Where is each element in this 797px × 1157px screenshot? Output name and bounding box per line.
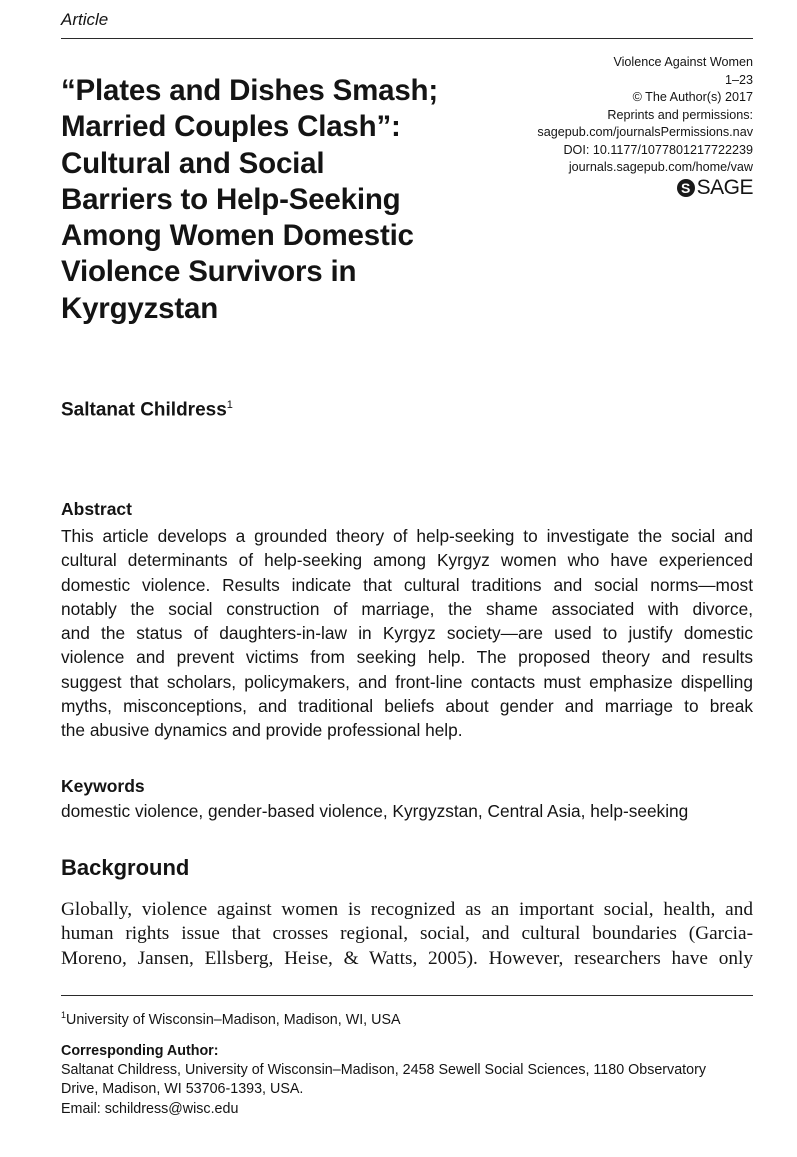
sage-mark: S (677, 179, 695, 197)
corresponding-author-details (61, 1061, 706, 1119)
abstract-line: and the status of daughters-in-law in Kyrgyz society—are used to justify domestic (61, 623, 753, 644)
author-line (61, 399, 233, 421)
sage-wordmark: SAGE (696, 176, 753, 199)
abstract-line: the abusive dynamics and provide professional help. (61, 720, 463, 741)
journal-metadata (493, 54, 753, 177)
header-rule (61, 38, 753, 39)
abstract-line: notably the social construction of marriage, the shame associated with divorce, (61, 598, 753, 619)
keywords-heading: Keywords (61, 776, 145, 796)
abstract-line: myths, misconceptions, and traditional beliefs about gender and marriage to break (61, 696, 753, 717)
abstract-line: suggest that scholars, policymakers, and front-line contacts must emphasize dispelling (61, 671, 753, 692)
title-line: Among Women Domestic (61, 219, 414, 253)
abstract-text (61, 524, 753, 743)
keywords-text: domestic violence, gender-based violence, Kyrgyzstan, Central Asia, help-seeking (61, 801, 689, 821)
title-line: Cultural and Social (61, 146, 325, 180)
title-line: Kyrgyzstan (61, 291, 219, 325)
abstract-heading: Abstract (61, 499, 132, 519)
footnote-mark: 1 (61, 1010, 67, 1020)
title-line: Barriers to Help-Seeking (61, 182, 401, 216)
abstract-line: violence and prevent victims from seeking help. The proposed theory and results (61, 647, 753, 668)
title-line: Married Couples Clash”: (61, 110, 401, 144)
page-range: 1–23 (724, 72, 753, 87)
background-heading: Background (61, 855, 190, 880)
corresponding-line: Saltanat Childress, University of Wisconsin–Madison, 2458 Sewell Social Sciences, 1180 Observatory (61, 1062, 706, 1078)
title-line: “Plates and Dishes Smash; (61, 74, 439, 107)
background-line: Moreno, Jansen, Ellsberg, Heise, & Watts, 2005). However, researchers have only (61, 947, 753, 969)
corresponding-author-heading: Corresponding Author: (61, 1043, 219, 1059)
abstract-line: This article develops a grounded theory of help-seeking to investigate the social and (61, 526, 753, 546)
abstract-line: cultural determinants of help-seeking among Kyrgyz women who have experienced (61, 550, 753, 571)
background-line: human rights issue that crosses regional, social, and cultural boundaries (Garcia- (61, 923, 753, 945)
background-line: Globally, violence against women is recognized as an important social, health, and (61, 899, 753, 920)
article-title (61, 73, 521, 327)
sage-logo-icon (677, 176, 753, 200)
doi-line[interactable]: DOI: 10.1177/1077801217722239 (563, 142, 753, 157)
author-affiliation-mark: 1 (226, 399, 233, 411)
background-text (61, 898, 753, 971)
article-type-label: Article (61, 10, 109, 29)
copyright-line: © The Author(s) 2017 (632, 90, 753, 104)
affiliation-text: University of Wisconsin–Madison, Madison, WI, USA (66, 1011, 401, 1028)
corresponding-email[interactable]: Email: schildress@wisc.edu (61, 1100, 239, 1117)
permissions-link[interactable]: sagepub.com/journalsPermissions.nav (537, 125, 753, 139)
journal-name: Violence Against Women (613, 55, 753, 69)
abstract-line: domestic violence. Results indicate that cultural traditions and social norms—most (61, 574, 753, 595)
corresponding-line: Drive, Madison, WI 53706-1393, USA. (61, 1081, 304, 1098)
title-line: Violence Survivors in (61, 255, 357, 289)
journal-homepage-link[interactable]: journals.sagepub.com/home/vaw (568, 160, 753, 174)
footnote-rule (61, 995, 753, 996)
permissions-label: Reprints and permissions: (607, 107, 753, 122)
affiliation-footnote (61, 1010, 401, 1028)
author-name: Saltanat Childress (61, 399, 227, 421)
